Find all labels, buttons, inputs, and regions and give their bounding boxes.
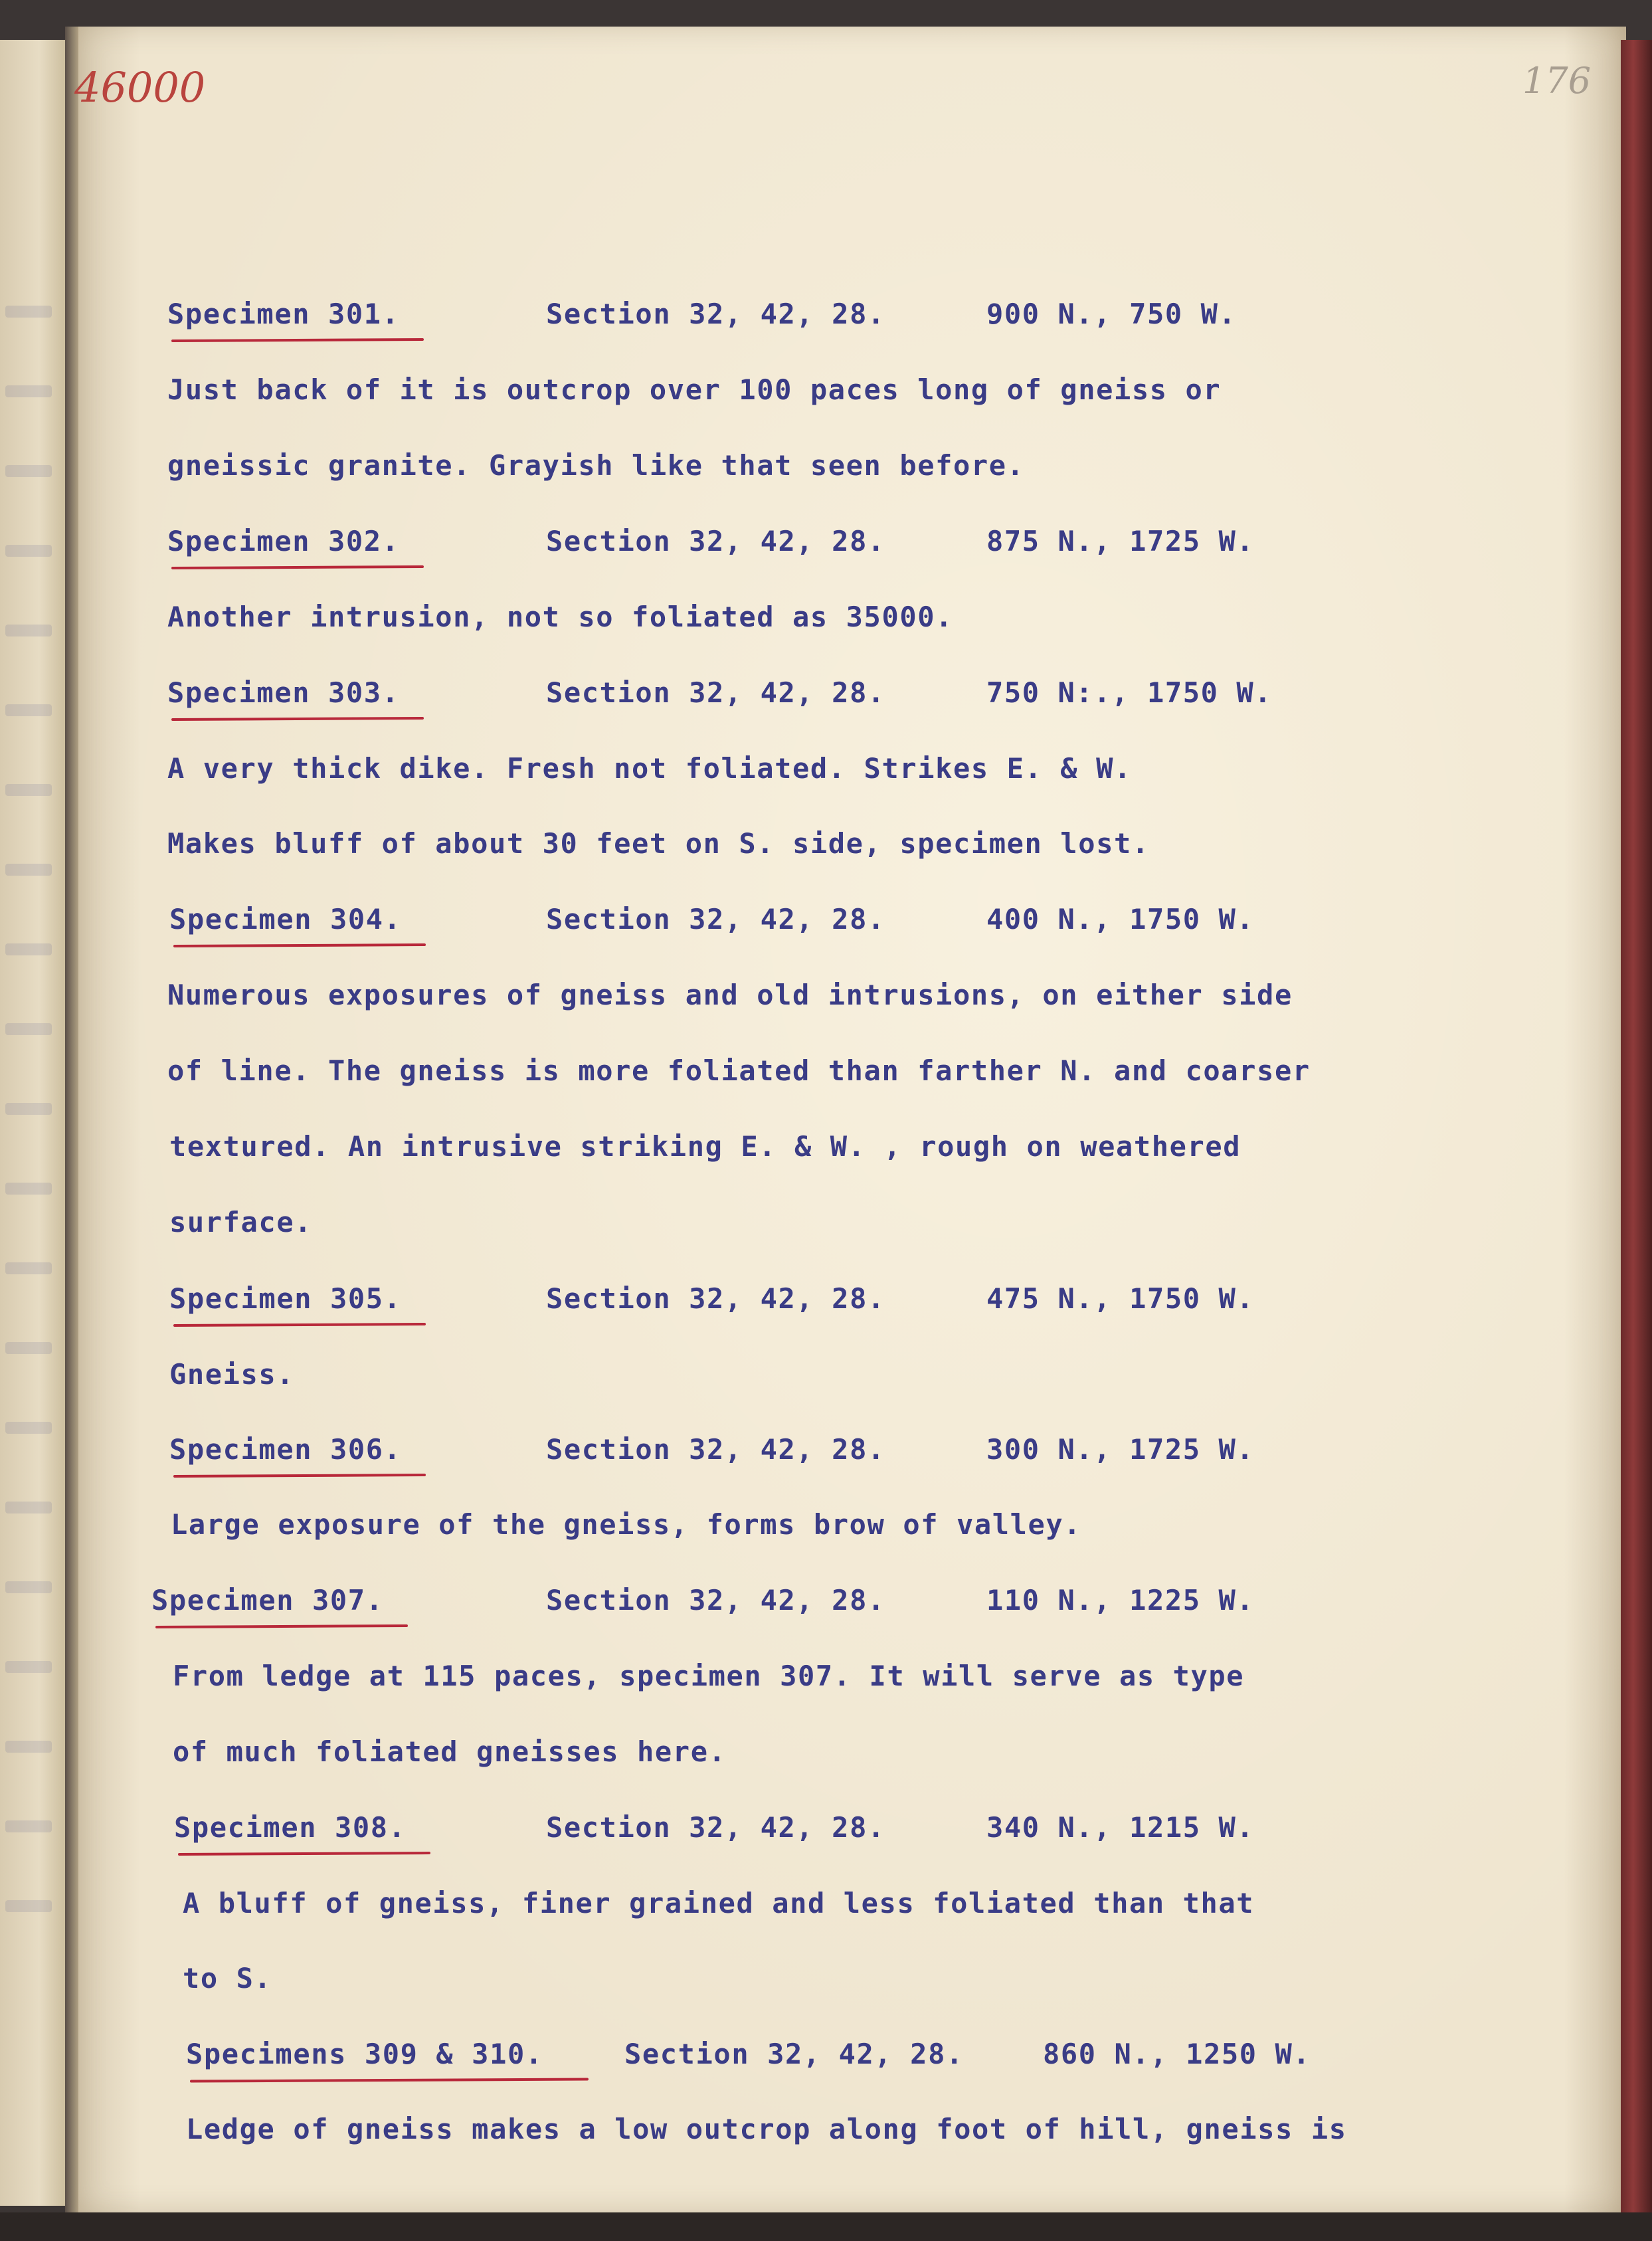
coordinates: 750 N:., 1750 W. xyxy=(986,676,1273,709)
note-line: Numerous exposures of gneiss and old intrusions, on either side xyxy=(167,979,1293,1011)
ghost-mark xyxy=(5,1661,52,1673)
note-line: of line. The gneiss is more foliated than farther N. and coarser xyxy=(167,1054,1311,1087)
ghost-mark xyxy=(5,1262,52,1274)
ghost-mark xyxy=(5,864,52,876)
note-line: A very thick dike. Fresh not foliated. Strikes E. & W. xyxy=(167,752,1132,785)
specimen-label: Specimen 306. xyxy=(169,1433,402,1466)
specimen-label: Specimen 301. xyxy=(167,298,400,330)
coordinates: 300 N., 1725 W. xyxy=(986,1433,1255,1466)
note-line: Ledge of gneiss makes a low outcrop along foot of hill, gneiss is xyxy=(186,2113,1347,2145)
note-line: From ledge at 115 paces, specimen 307. It will serve as type xyxy=(173,1660,1245,1692)
ghost-mark xyxy=(5,1422,52,1434)
note-line: A bluff of gneiss, finer grained and less foliated than that xyxy=(183,1887,1255,1919)
ghost-mark xyxy=(5,1023,52,1035)
note-line: gneissic granite. Grayish like that seen before. xyxy=(167,449,1025,482)
coordinates: 400 N., 1750 W. xyxy=(986,903,1255,935)
coordinates: 340 N., 1215 W. xyxy=(986,1811,1255,1844)
ghost-mark xyxy=(5,1581,52,1593)
ghost-mark xyxy=(5,545,52,557)
bottom-shadow xyxy=(0,2212,1652,2241)
previous-page-edge xyxy=(0,40,67,2206)
specimen-label: Specimen 304. xyxy=(169,903,402,935)
section-reference: Section 32, 42, 28. xyxy=(624,2038,964,2070)
section-reference: Section 32, 42, 28. xyxy=(546,298,885,330)
note-line: Just back of it is outcrop over 100 paces long of gneiss or xyxy=(167,373,1222,406)
ghost-mark xyxy=(5,1183,52,1195)
note-line: Gneiss. xyxy=(169,1358,295,1391)
ghost-mark xyxy=(5,1820,52,1832)
section-reference: Section 32, 42, 28. xyxy=(546,525,885,557)
note-line: Large exposure of the gneiss, forms brow of valley. xyxy=(171,1508,1082,1541)
ghost-mark xyxy=(5,1103,52,1115)
section-reference: Section 32, 42, 28. xyxy=(546,676,885,709)
coordinates: 900 N., 750 W. xyxy=(986,298,1237,330)
ghost-mark xyxy=(5,385,52,397)
note-line: to S. xyxy=(183,1962,272,1995)
note-line: Makes bluff of about 30 feet on S. side, specimen lost. xyxy=(167,827,1150,860)
ghost-mark xyxy=(5,1502,52,1513)
ghost-mark xyxy=(5,1741,52,1753)
handwritten-number: 46000 xyxy=(74,63,206,112)
coordinates: 875 N., 1725 W. xyxy=(986,525,1255,557)
section-reference: Section 32, 42, 28. xyxy=(546,903,885,935)
section-reference: Section 32, 42, 28. xyxy=(546,1433,885,1466)
section-reference: Section 32, 42, 28. xyxy=(546,1584,885,1616)
note-line: textured. An intrusive striking E. & W. , rough on weathered xyxy=(169,1130,1241,1163)
page-number: 176 xyxy=(1522,60,1592,102)
section-reference: Section 32, 42, 28. xyxy=(546,1811,885,1844)
ghost-mark xyxy=(5,704,52,716)
notebook-page xyxy=(78,27,1626,2212)
book-cover-edge xyxy=(1621,40,1652,2241)
binding-gutter xyxy=(65,27,80,2219)
coordinates: 110 N., 1225 W. xyxy=(986,1584,1255,1616)
specimen-label: Specimen 302. xyxy=(167,525,400,557)
specimen-label: Specimen 308. xyxy=(174,1811,407,1844)
coordinates: 475 N., 1750 W. xyxy=(986,1282,1255,1315)
coordinates: 860 N., 1250 W. xyxy=(1043,2038,1311,2070)
ghost-mark xyxy=(5,784,52,796)
note-line: Another intrusion, not so foliated as 35000. xyxy=(167,601,953,633)
specimen-label: Specimens 309 & 310. xyxy=(186,2038,543,2070)
ghost-mark xyxy=(5,465,52,477)
specimen-label: Specimen 305. xyxy=(169,1282,402,1315)
note-line: surface. xyxy=(169,1206,313,1238)
ghost-mark xyxy=(5,625,52,636)
ghost-mark xyxy=(5,943,52,955)
specimen-label: Specimen 307. xyxy=(151,1584,384,1616)
ghost-mark xyxy=(5,306,52,318)
note-line: of much foliated gneisses here. xyxy=(173,1735,727,1768)
ghost-mark xyxy=(5,1342,52,1354)
specimen-label: Specimen 303. xyxy=(167,676,400,709)
section-reference: Section 32, 42, 28. xyxy=(546,1282,885,1315)
ghost-mark xyxy=(5,1900,52,1912)
